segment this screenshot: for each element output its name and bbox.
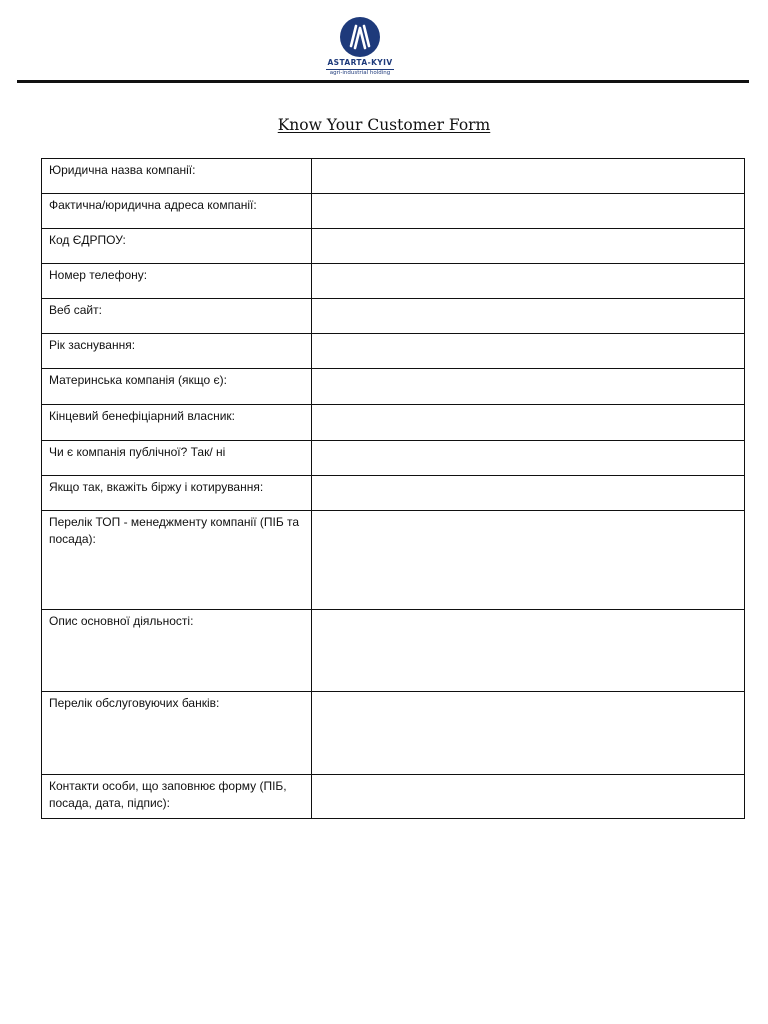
field-input-exchange[interactable] [312, 476, 745, 511]
form-row-main-activity [42, 610, 745, 692]
field-label-banks: Перелік обслуговуючих банків: [49, 696, 220, 710]
field-label-cell [42, 476, 312, 511]
field-label-phone: Номер телефону: [49, 268, 148, 282]
field-label-cell [42, 159, 312, 194]
form-row-address [42, 194, 745, 229]
form-row-contact-person [42, 775, 745, 819]
field-input-banks[interactable] [312, 692, 745, 775]
field-input-edrpou-code[interactable] [312, 229, 745, 264]
field-label-cell [42, 692, 312, 775]
form-row-legal-name [42, 159, 745, 194]
field-label-cell [42, 610, 312, 692]
field-input-founding-year[interactable] [312, 334, 745, 369]
logo-company-name: ASTARTA-KYIV [327, 58, 393, 67]
field-label-edrpou-code: Код ЄДРПОУ: [49, 233, 126, 247]
header-divider [17, 80, 749, 83]
field-label-legal-name: Юридична назва компанії: [49, 163, 196, 177]
field-label-founding-year: Рік заснування: [49, 338, 136, 352]
field-label-top-management: Перелік ТОП - менеджменту компанії (ПІБ та посада): [49, 515, 300, 546]
kyc-form-table [41, 158, 745, 819]
field-input-parent-company[interactable] [312, 369, 745, 405]
field-label-cell [42, 264, 312, 299]
field-input-top-management[interactable] [312, 511, 745, 610]
form-row-is-public [42, 441, 745, 476]
form-row-parent-company [42, 369, 745, 405]
field-label-main-activity: Опис основної діяльності: [49, 614, 194, 628]
field-input-beneficial-owner[interactable] [312, 405, 745, 441]
logo-tagline: agri-industrial holding [329, 70, 391, 76]
field-label-beneficial-owner: Кінцевий бенефіціарний власник: [49, 409, 236, 423]
form-row-founding-year [42, 334, 745, 369]
field-input-phone[interactable] [312, 264, 745, 299]
field-input-main-activity[interactable] [312, 610, 745, 692]
field-input-website[interactable] [312, 299, 745, 334]
form-row-exchange [42, 476, 745, 511]
field-label-exchange: Якщо так, вкажіть біржу і котирування: [49, 480, 264, 494]
field-label-website: Веб сайт: [49, 303, 102, 317]
form-row-website [42, 299, 745, 334]
field-label-cell [42, 511, 312, 610]
field-input-legal-name[interactable] [312, 159, 745, 194]
field-input-contact-person[interactable] [312, 775, 745, 819]
field-label-is-public: Чи є компанія публічної? Так/ ні [49, 445, 226, 459]
form-row-edrpou-code [42, 229, 745, 264]
field-label-cell [42, 299, 312, 334]
field-input-address[interactable] [312, 194, 745, 229]
field-label-cell [42, 775, 312, 819]
company-logo [320, 14, 400, 78]
field-label-cell [42, 194, 312, 229]
field-label-contact-person: Контакти особи, що заповнює форму (ПІБ, посада, дата, підпис): [49, 779, 287, 810]
field-label-cell [42, 334, 312, 369]
field-label-cell [42, 229, 312, 264]
form-title: Know Your Customer Form [277, 116, 491, 134]
field-label-cell [42, 441, 312, 476]
field-input-is-public[interactable] [312, 441, 745, 476]
astarta-emblem-icon [339, 16, 381, 58]
form-row-banks [42, 692, 745, 775]
form-row-phone [42, 264, 745, 299]
field-label-parent-company: Материнська компанія (якщо є): [49, 373, 227, 387]
field-label-address: Фактична/юридична адреса компанії: [49, 198, 257, 212]
field-label-cell [42, 369, 312, 405]
form-row-beneficial-owner [42, 405, 745, 441]
field-label-cell [42, 405, 312, 441]
form-row-top-management [42, 511, 745, 610]
